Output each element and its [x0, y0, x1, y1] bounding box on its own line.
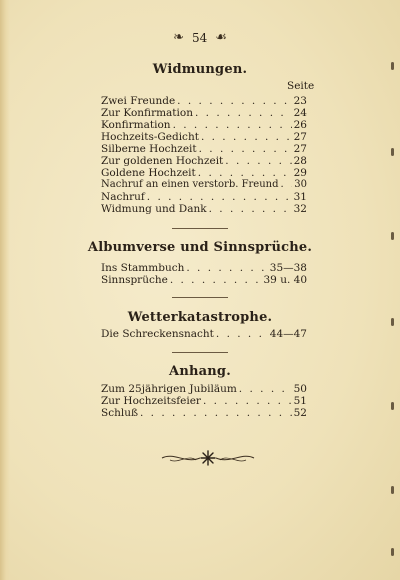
- binding-hole: [391, 486, 394, 494]
- toc-entry-page: 29: [293, 167, 307, 179]
- toc-entry: [101, 395, 307, 407]
- toc-entry-title: Die Schreckensnacht: [101, 328, 214, 340]
- toc-entry-page: 44—47: [269, 328, 307, 340]
- toc-entry-title: Zur Hochzeitsfeier: [101, 395, 201, 407]
- toc-entry: [101, 274, 307, 286]
- toc-list-albumverse: [101, 262, 307, 286]
- toc-entry-title: Goldene Hochzeit: [101, 167, 196, 179]
- asterisk-flourish-icon: [160, 448, 256, 468]
- toc-entry: [101, 383, 307, 395]
- toc-entry-page: 26: [293, 119, 307, 131]
- toc-entry: [101, 155, 307, 167]
- toc-entry: [101, 167, 307, 179]
- toc-entry-title: Sinnsprüche: [101, 274, 168, 286]
- left-ornament-icon: ❧: [173, 30, 184, 45]
- leader-dots: [203, 395, 292, 407]
- toc-entry-title: Zwei Freunde: [101, 95, 176, 107]
- toc-entry-title: Silberne Hochzeit: [101, 143, 197, 155]
- toc-entry: [101, 179, 307, 191]
- page-header: [0, 30, 400, 45]
- leader-dots: [140, 407, 292, 419]
- binding-edge: [0, 0, 10, 580]
- leader-dots: [281, 179, 293, 191]
- section-divider: [172, 297, 228, 298]
- toc-entry: [101, 107, 307, 119]
- toc-entry-title: Nachruf an einen verstorb. Freund: [101, 179, 279, 190]
- leader-dots: [199, 143, 292, 155]
- binding-hole: [391, 148, 394, 156]
- toc-entry-title: Nachruf: [101, 191, 145, 203]
- toc-entry: [101, 328, 307, 340]
- toc-entry-title: Zum 25jährigen Jubiläum: [101, 383, 237, 395]
- leader-dots: [209, 203, 292, 215]
- toc-entry-title: Zur goldenen Hochzeit: [101, 155, 224, 167]
- toc-entry-title: Schluß: [101, 407, 138, 419]
- toc-entry-title: Hochzeits-Gedicht: [101, 131, 199, 143]
- section-title-albumverse: Albumverse und Sinnsprüche.: [87, 240, 313, 255]
- leader-dots: [177, 95, 291, 107]
- section-title-anhang: Anhang.: [169, 364, 231, 379]
- toc-entry-page: 28: [293, 155, 307, 167]
- leader-dots: [239, 383, 292, 395]
- toc-entry-page: 35—38: [269, 262, 307, 274]
- leader-dots: [195, 107, 292, 119]
- section-title-wetterkatastrophe: Wetterkatastrophe.: [127, 310, 273, 325]
- toc-entry-title: Widmung und Dank: [101, 203, 207, 215]
- toc-entry-page: 24: [293, 107, 307, 119]
- toc-entry-page: 50: [293, 383, 307, 395]
- leader-dots: [198, 167, 292, 179]
- toc-entry-title: Zur Konfirmation: [101, 107, 193, 119]
- toc-entry: [101, 203, 307, 215]
- binding-hole: [391, 232, 394, 240]
- leader-dots: [170, 274, 262, 286]
- binding-holes: [386, 0, 394, 580]
- toc-entry-page: 23: [293, 95, 307, 107]
- leader-dots: [225, 155, 291, 167]
- toc-entry-page: 52: [293, 407, 307, 419]
- binding-hole: [391, 402, 394, 410]
- toc-list-widmungen: [101, 95, 307, 215]
- section-title-widmungen: Widmungen.: [152, 62, 248, 77]
- leader-dots: [173, 119, 292, 131]
- leader-dots: [147, 191, 292, 203]
- toc-entry: [101, 262, 307, 274]
- toc-entry: [101, 143, 307, 155]
- toc-entry: [101, 95, 307, 107]
- page-number: 54: [191, 30, 208, 45]
- toc-entry: [101, 119, 307, 131]
- toc-list-wetterkatastrophe: [101, 328, 307, 340]
- toc-entry-page: 27: [293, 143, 307, 155]
- toc-list-anhang: [101, 383, 307, 419]
- toc-entry-title: Ins Stammbuch: [101, 262, 185, 274]
- toc-entry-title: Konfirmation: [101, 119, 171, 131]
- toc-entry-page: 32: [293, 203, 307, 215]
- section-divider: [172, 352, 228, 353]
- leader-dots: [186, 262, 267, 274]
- leader-dots: [216, 328, 268, 340]
- binding-hole: [391, 548, 394, 556]
- section-divider: [172, 228, 228, 229]
- leader-dots: [201, 131, 292, 143]
- toc-entry-page: 27: [293, 131, 307, 143]
- toc-entry-page: 30: [294, 179, 307, 190]
- toc-entry: [101, 407, 307, 419]
- toc-entry-page: 51: [293, 395, 307, 407]
- toc-entry: [101, 131, 307, 143]
- column-label-seite: Seite: [287, 80, 315, 92]
- right-ornament-icon: ☙: [215, 30, 227, 45]
- toc-entry-page: 31: [293, 191, 307, 203]
- toc-entry-page: 39 u. 40: [263, 274, 307, 286]
- toc-entry: [101, 191, 307, 203]
